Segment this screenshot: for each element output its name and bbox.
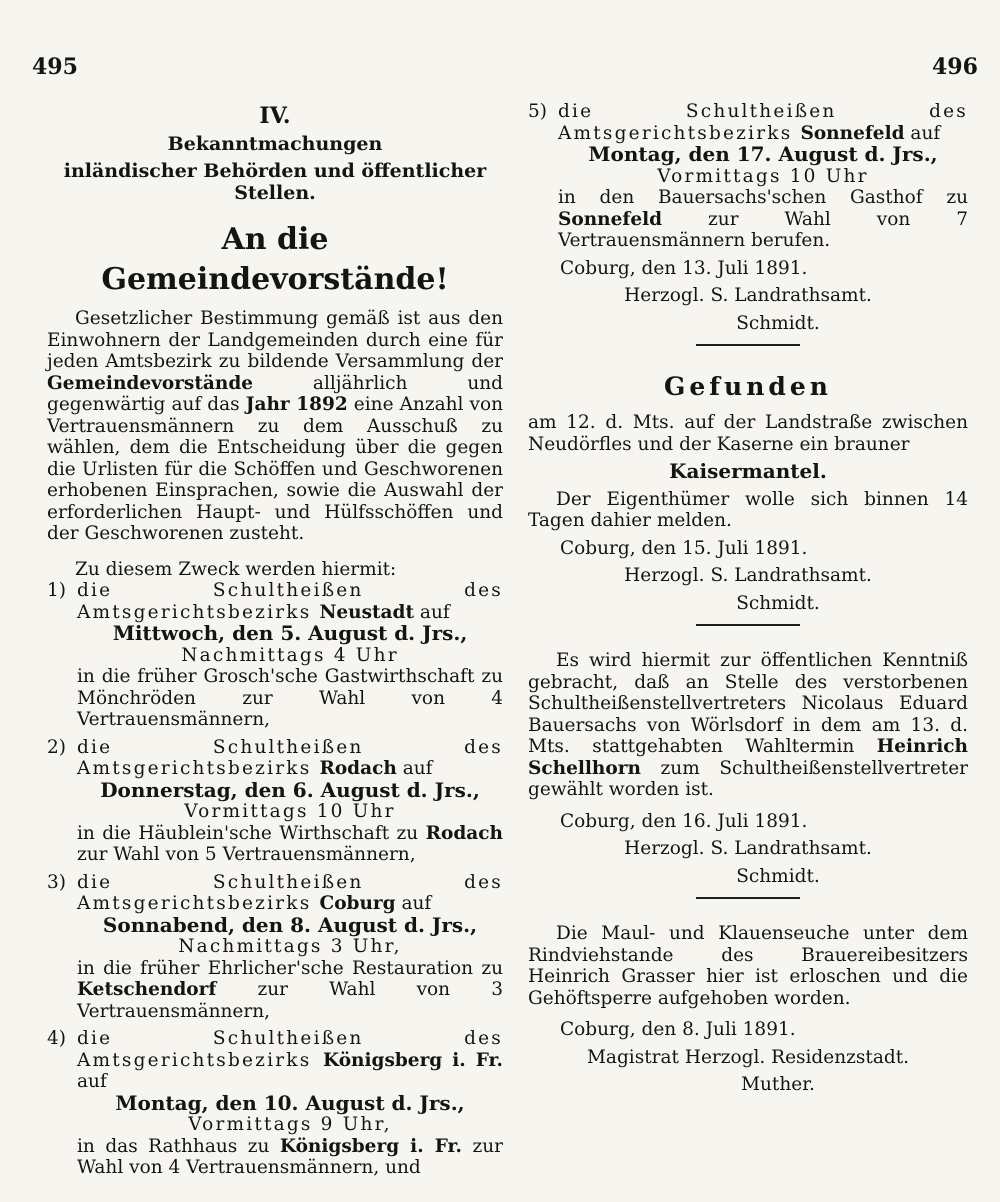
- item-district: [77, 872, 503, 915]
- notice-authority: Herzogl. S. Landrathsamt.: [624, 285, 872, 306]
- district-name: Rodach: [319, 758, 397, 779]
- item-number: 1): [47, 580, 66, 601]
- item-district: [77, 580, 503, 623]
- place-text: in das Rathhaus zu: [77, 1135, 280, 1157]
- intro-text-1: Gesetzlicher Bestimmung gemäß ist aus den Einwohnern der Landgemeinden durch eine für jeden Amtsbezirk zu bildende Versammlung der: [47, 308, 503, 372]
- notice-date-line: Coburg, den 16. Juli 1891.: [560, 810, 808, 832]
- found-notice-request: Der Eigenthümer wolle sich binnen 14 Tagen dahier melden.: [528, 488, 968, 531]
- district-name: Coburg: [319, 893, 396, 914]
- place-text: zur Wahl von 3 Vertrauensmännern,: [77, 979, 503, 1022]
- item-number: 5): [528, 101, 547, 122]
- intro-text-2: alljährlich und gegenwärtig auf das: [47, 372, 503, 415]
- notice-signature: Muther.: [741, 1074, 815, 1095]
- intro-paragraph: [47, 308, 503, 545]
- item-district: [558, 101, 968, 144]
- district-name: Neustadt: [319, 601, 415, 623]
- item-text: auf: [77, 1071, 107, 1092]
- notice-authority: Herzogl. S. Landrathsamt.: [624, 565, 872, 586]
- item-text: die Schultheißen des Amtsgerichtsbezirks: [558, 101, 968, 144]
- notice-heading: An die Gemeindevorstände!: [101, 222, 449, 297]
- page-number-right: 496: [932, 54, 978, 80]
- item-district: [77, 737, 503, 780]
- notice-authority: Magistrat Herzogl. Residenzstadt.: [586, 1046, 910, 1068]
- meeting-date: Sonnabend, den 8. August d. Jrs.,: [102, 912, 478, 937]
- meeting-place: [77, 1136, 503, 1179]
- notice-date-line: Coburg, den 8. Juli 1891.: [560, 1019, 796, 1040]
- right-column: [528, 101, 968, 1096]
- place-text: in die Häublein'sche Wirthschaft zu: [77, 822, 426, 844]
- meeting-time: Vormittags 9 Uhr,: [188, 1114, 392, 1135]
- meeting-time: Nachmittags 3 Uhr,: [178, 936, 402, 957]
- place-text: in die früher Ehrlicher'sche Restauration zu: [77, 957, 503, 979]
- appointee-name: Heinrich Schellhorn: [528, 736, 968, 779]
- left-column: [47, 104, 503, 1179]
- intro-emphasis-2: Jahr 1892: [245, 394, 348, 415]
- meeting-time: Vormittags 10 Uhr: [184, 801, 396, 822]
- found-notice-title: Gefunden: [664, 372, 832, 401]
- district-name: Sonnefeld: [800, 122, 905, 144]
- intro-emphasis-1: Gemeindevorstände: [47, 372, 254, 394]
- meeting-place: [77, 958, 503, 1023]
- item-number: 2): [47, 736, 66, 758]
- district-name: Königsberg i. Fr.: [323, 1049, 503, 1071]
- notice-text: zum Schultheißenstellvertreter gewählt worden ist.: [528, 757, 968, 800]
- livestock-notice-text: Die Maul- und Klauenseuche unter dem Rindviehstande des Brauereibesitzers Heinrich Grasser hier ist erloschen und die Gehöftsperre aufgehoben worden.: [528, 923, 968, 1009]
- item-text: auf: [396, 758, 433, 779]
- item-text: die Schultheißen des Amtsgerichtsbezirks: [77, 580, 503, 623]
- notice-signature: Schmidt.: [736, 592, 820, 614]
- section-divider: [696, 344, 800, 346]
- place-text: in die früher Grosch'sche Gastwirthschaft zu Mönchröden zur Wahl von 4 Vertrauensmännern,: [77, 666, 503, 730]
- place-text: zur Wahl von 7 Vertrauensmännern berufen.: [558, 208, 968, 251]
- notice-text: Es wird hiermit zur öffentlichen Kenntniß gebracht, daß an Stelle des verstorbenen Schultheißenstellvertreters Nicolaus Eduard Bauersachs von Wörlsdorf in dem am 13. d. Mts. stattgehabten Wahltermin: [528, 650, 968, 757]
- meeting-date: Mittwoch, den 5. August d. Jrs.,: [112, 621, 468, 645]
- notice-date-line: Coburg, den 15. Juli 1891.: [560, 537, 808, 559]
- intro-text-3: eine Anzahl von Vertrauensmännern zu dem Ausschuß zu wählen, dem die Entscheidung über die gegen die Urlisten für die Schöffen und Geschworenen erhobenen Einsprachen, sowie die Auswahl der erforderlichen Haupt- und Hülfsschöffen und der Geschworenen zusteht.: [47, 394, 504, 544]
- meeting-date: Montag, den 17. August d. Jrs.,: [588, 142, 938, 166]
- meeting-date: Montag, den 10. August d. Jrs.,: [115, 1090, 465, 1115]
- item-text: auf: [904, 122, 941, 144]
- item-text: die Schultheißen des Amtsgerichtsbezirks: [77, 736, 503, 779]
- item-text: auf: [395, 893, 432, 914]
- section-subtitle: inländischer Behörden und öffentlicher Stellen.: [63, 160, 487, 204]
- place-name: Königsberg i. Fr.: [279, 1135, 462, 1157]
- purpose-line: Zu diesem Zweck werden hiermit:: [75, 558, 397, 580]
- place-name: Rodach: [425, 822, 503, 844]
- item-number: 4): [47, 1028, 66, 1049]
- section-numeral: IV.: [259, 103, 291, 129]
- section-divider: [696, 897, 800, 899]
- section-divider: [696, 624, 800, 626]
- meeting-place: [77, 823, 503, 866]
- appointment-notice-text: [528, 650, 968, 801]
- meeting-time: Nachmittags 4 Uhr: [181, 644, 399, 666]
- item-district: [77, 1028, 503, 1093]
- section-title: Bekanntmachungen: [167, 132, 383, 155]
- district-item: [47, 737, 503, 866]
- district-item: [47, 872, 503, 1023]
- notice-authority: Herzogl. S. Landrathsamt.: [624, 838, 872, 859]
- meeting-place: [558, 187, 968, 252]
- notice-signature: Schmidt.: [736, 865, 820, 887]
- place-text: zur Wahl von 5 Vertrauensmännern,: [77, 844, 416, 865]
- item-text: die Schultheißen des Amtsgerichtsbezirks: [77, 871, 503, 914]
- found-notice-text: am 12. d. Mts. auf der Landstraße zwischen Neudörfles und der Kaserne ein brauner: [528, 412, 968, 455]
- meeting-time: Vormittags 10 Uhr: [657, 165, 869, 187]
- place-text: zur Wahl von 4 Vertrauensmännern, und: [77, 1135, 503, 1178]
- page-number-left: 495: [32, 54, 78, 80]
- item-text: die Schultheißen des Amtsgerichtsbezirks: [77, 1028, 503, 1071]
- district-item: [47, 1028, 503, 1179]
- notice-date-line: Coburg, den 13. Juli 1891.: [560, 257, 808, 279]
- notice-signature: Schmidt.: [736, 312, 820, 334]
- place-name: Ketschendorf: [77, 979, 217, 1000]
- meeting-place: [77, 666, 503, 731]
- meeting-date: Donnerstag, den 6. August d. Jrs.,: [100, 777, 480, 802]
- place-text: in den Bauersachs'schen Gasthof zu: [558, 187, 968, 208]
- place-name: Sonnefeld: [558, 208, 663, 230]
- district-item: [47, 580, 503, 731]
- district-item: [528, 101, 968, 252]
- item-text: auf: [414, 601, 450, 623]
- found-item: Kaisermantel.: [669, 459, 827, 483]
- item-number: 3): [47, 871, 66, 893]
